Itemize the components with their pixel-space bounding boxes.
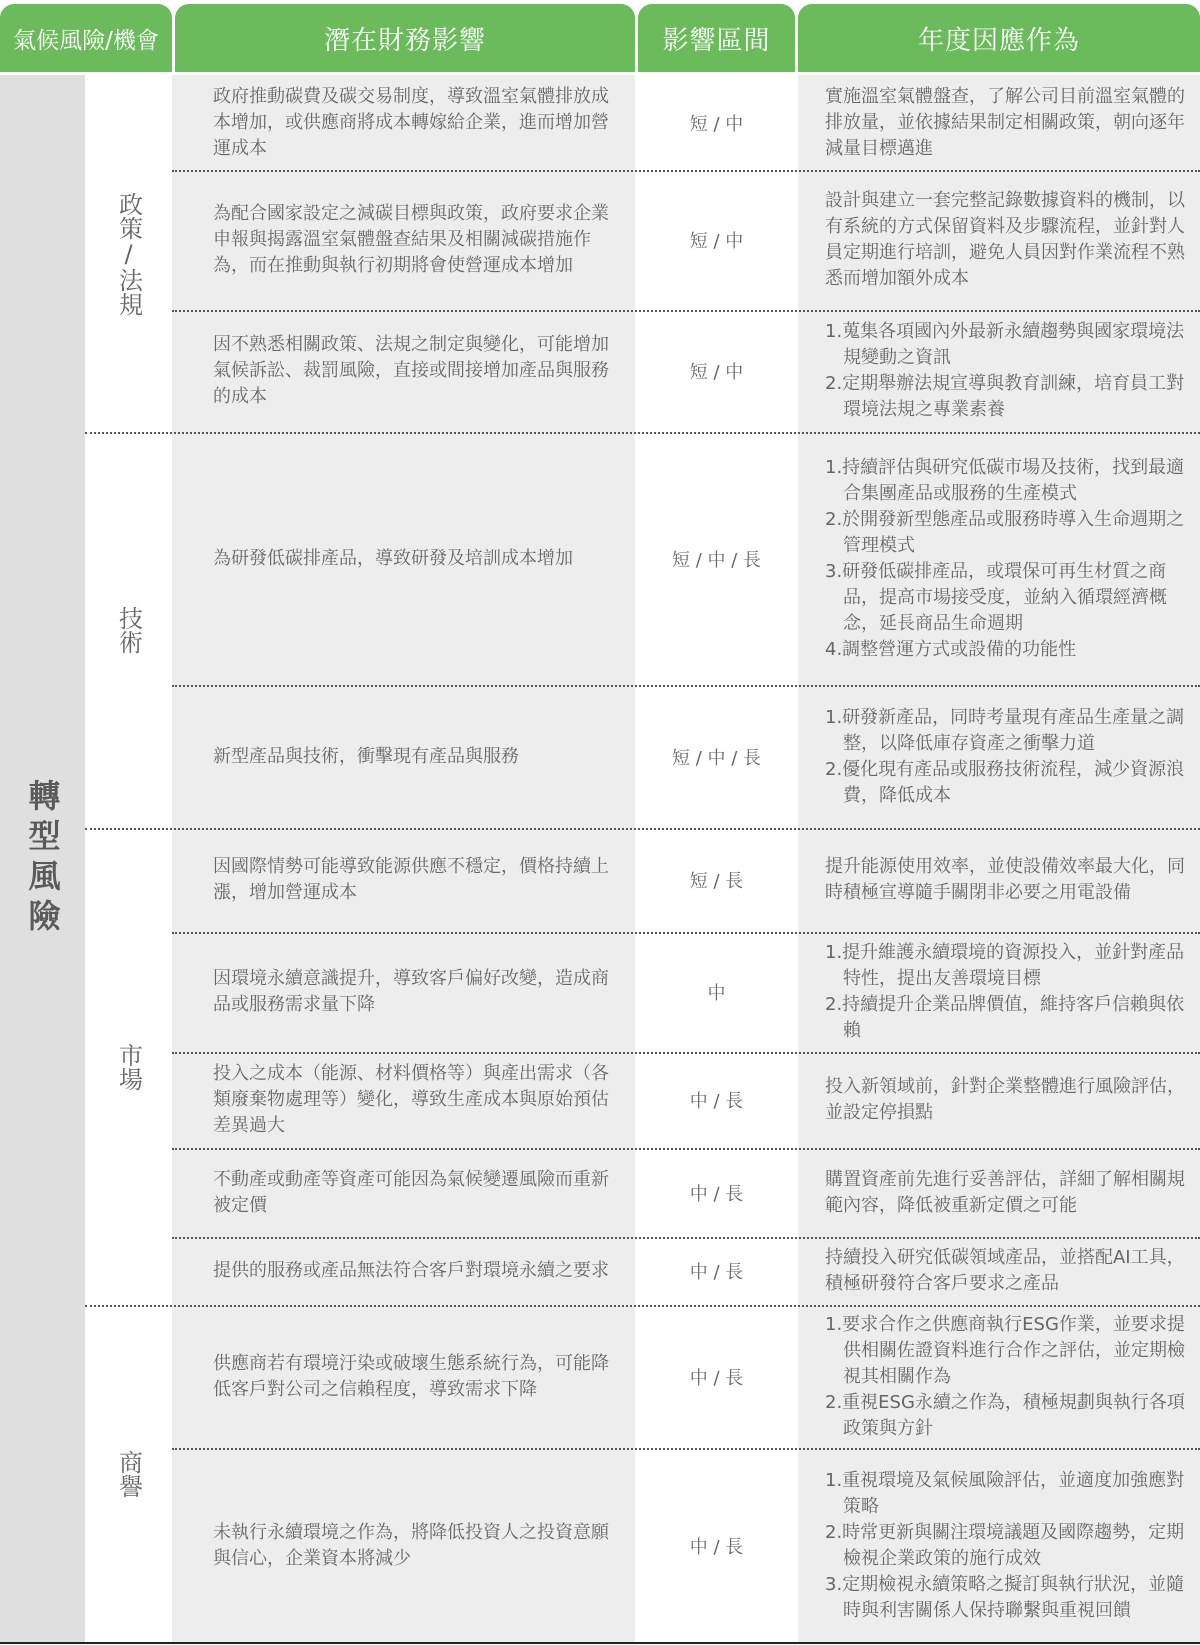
- table-row: [85, 1148, 1200, 1237]
- range-cell: 中: [707, 983, 726, 1004]
- action-item: 3.研發低碳排產品，或環保可再生材質之商品，提高市場接受度，並納入循環經濟概念，延長商品生命週期: [825, 560, 1167, 634]
- action-item: 2.定期舉辦法規宣導與教育訓練，培育員工對環境法規之專業素養: [825, 373, 1185, 420]
- table-row: [85, 310, 1200, 432]
- sub-category-label: 商譽: [114, 1450, 143, 1498]
- range-cell: 中 / 長: [689, 1091, 744, 1112]
- impact-cell: 為研發低碳排產品，導致研發及培訓成本增加: [213, 547, 573, 569]
- action-cell: [825, 432, 1200, 685]
- table-row: [85, 75, 1200, 170]
- action-cell: 實施溫室氣體盤查，了解公司目前溫室氣體的排放量，並依據結果制定相關政策，朝向逐年減量目標邁進: [825, 85, 1185, 159]
- impact-cell: 因國際情勢可能導致能源供應不穩定，價格持續上漲，增加營運成本: [213, 856, 609, 903]
- impact-cell: 未執行永續環境之作為，將降低投資人之投資意願與信心，企業資本將減少: [213, 1521, 609, 1569]
- table-row: [85, 432, 1200, 685]
- table-row: [85, 1052, 1200, 1148]
- impact-cell: 因環境永續意識提升，導致客戶偏好改變，造成商品或服務需求量下降: [213, 968, 609, 1015]
- sub-category-label: 技術: [114, 606, 143, 654]
- range-cell: 短 / 中: [689, 113, 744, 135]
- impact-cell: 為配合國家設定之減碳目標與政策，政府要求企業申報與揭露溫室氣體盤查結果及相關減碳措施作為，而在推動與執行初期將會使營運成本增加: [213, 203, 609, 276]
- sub-category-label: 政策/法規: [114, 191, 143, 316]
- range-cell: 短 / 中: [689, 231, 744, 252]
- action-item: 2.於開發新型態產品或服務時導入生命週期之管理模式: [825, 508, 1185, 556]
- table-row: [85, 685, 1200, 828]
- table-row: [85, 1305, 1200, 1448]
- range-cell: 短 / 中: [689, 362, 744, 383]
- action-cell: [825, 685, 1200, 828]
- action-cell: 投入新領域前，針對企業整體進行風險評估，並設定停損點: [825, 1076, 1185, 1123]
- table-row: [85, 1237, 1200, 1305]
- header-impact-range: 影響區間: [638, 4, 795, 72]
- table-row: [85, 828, 1200, 932]
- range-cell: 短 / 中 / 長: [671, 549, 761, 571]
- action-item: 1.提升維護永續環境的資源投入，並針對產品特性，提出友善環境目標: [825, 942, 1185, 989]
- action-item: 1.持續評估與研究低碳市場及技術，找到最適合集團產品或服務的生產模式: [825, 456, 1185, 504]
- action-cell: 持續投入研究低碳領域產品，並搭配AI工具，積極研發符合客戶要求之產品: [825, 1247, 1185, 1294]
- main-category-cell: [0, 75, 85, 1643]
- main-category-label: 轉型風險: [23, 779, 62, 939]
- action-item: 1.蒐集各項國內外最新永續趨勢與國家環境法規變動之資訊: [825, 321, 1185, 368]
- impact-cell: 不動產或動產等資產可能因為氣候變遷風險而重新被定價: [213, 1168, 609, 1216]
- range-cell: 短 / 中 / 長: [671, 747, 761, 769]
- action-item: 2.時常更新與關注環境議題及國際趨勢，定期檢視企業政策的施行成效: [825, 1521, 1185, 1569]
- table-bottom-border: [0, 1642, 1200, 1644]
- action-list: [825, 1468, 1192, 1624]
- action-item: 1.研發新產品，同時考量現有產品生產量之調整，以降低庫存資產之衝擊力道: [825, 706, 1185, 754]
- header-climate-risk-opportunity: 氣候風險/機會: [0, 4, 172, 72]
- action-item: 1.重視環境及氣候風險評估，並適度加強應對策略: [825, 1469, 1185, 1517]
- table-header: [0, 4, 1200, 72]
- action-cell: 提升能源使用效率，並使設備效率最大化，同時積極宣導隨手關閉非必要之用電設備: [825, 856, 1185, 903]
- action-cell: [825, 1448, 1200, 1643]
- action-list: [825, 1312, 1192, 1442]
- header-annual-response: 年度因應作為: [798, 4, 1200, 72]
- action-item: 4.調整營運方式或設備的功能性: [825, 638, 1077, 660]
- impact-cell: 新型產品與技術，衝擊現有產品與服務: [213, 745, 519, 767]
- impact-cell: 政府推動碳費及碳交易制度，導致溫室氣體排放成本增加，或供應商將成本轉嫁給企業，進而增加營運成本: [213, 85, 609, 159]
- impact-cell: 提供的服務或產品無法符合客戶對環境永續之要求: [213, 1260, 609, 1281]
- action-cell: [825, 1305, 1200, 1448]
- action-cell: 購置資產前先進行妥善評估，詳細了解相關規範內容，降低被重新定價之可能: [825, 1168, 1185, 1216]
- range-cell: 中 / 長: [689, 1536, 744, 1558]
- table-row: [85, 170, 1200, 310]
- table-row: [85, 932, 1200, 1052]
- table-body: [0, 75, 1200, 1643]
- impact-cell: 投入之成本（能源、材料價格等）與產出需求（各類廢棄物處理等）變化，導致生產成本與原始預估差異過大: [213, 1063, 609, 1136]
- action-cell: 設計與建立一套完整記錄數據資料的機制，以有系統的方式保留資料及步驟流程，並針對人員定期進行培訓，避免人員因對作業流程不熟悉而增加額外成本: [825, 190, 1185, 289]
- action-item: 2.重視ESG永續之作為，積極規劃與執行各項政策與方針: [825, 1391, 1185, 1439]
- action-list: [825, 705, 1192, 809]
- impact-cell: 供應商若有環境汙染或破壞生態系統行為，可能降低客戶對公司之信賴程度，導致需求下降: [213, 1352, 609, 1400]
- sub-category-label: 市場: [114, 1042, 143, 1091]
- range-cell: 中 / 長: [689, 1367, 744, 1389]
- range-cell: 短 / 長: [689, 871, 744, 892]
- impact-cell: 因不熟悉相關政策、法規之制定與變化，可能增加氣候訴訟、裁罰風險，直接或間接增加產品與服務的成本: [213, 334, 609, 407]
- range-cell: 中 / 長: [689, 1183, 744, 1205]
- action-list: [825, 319, 1192, 423]
- action-item: 1.要求合作之供應商執行ESG作業，並要求提供相關佐證資料進行合作之評估，並定期檢視其相關作為: [825, 1313, 1185, 1387]
- action-list: [825, 455, 1192, 663]
- action-cell: [825, 932, 1200, 1052]
- action-cell: [825, 310, 1200, 432]
- action-item: 3.定期檢視永續策略之擬訂與執行狀況，並隨時與利害關係人保持聯繫與重視回饋: [825, 1573, 1185, 1621]
- header-potential-financial-impact: 潛在財務影響: [175, 4, 635, 72]
- table-row: [85, 1448, 1200, 1643]
- range-cell: 中 / 長: [689, 1262, 744, 1283]
- action-list: [825, 940, 1192, 1044]
- action-item: 2.優化現有產品或服務技術流程，減少資源浪費，降低成本: [825, 758, 1185, 806]
- action-item: 2.持續提升企業品牌價值，維持客戶信賴與依賴: [825, 994, 1185, 1041]
